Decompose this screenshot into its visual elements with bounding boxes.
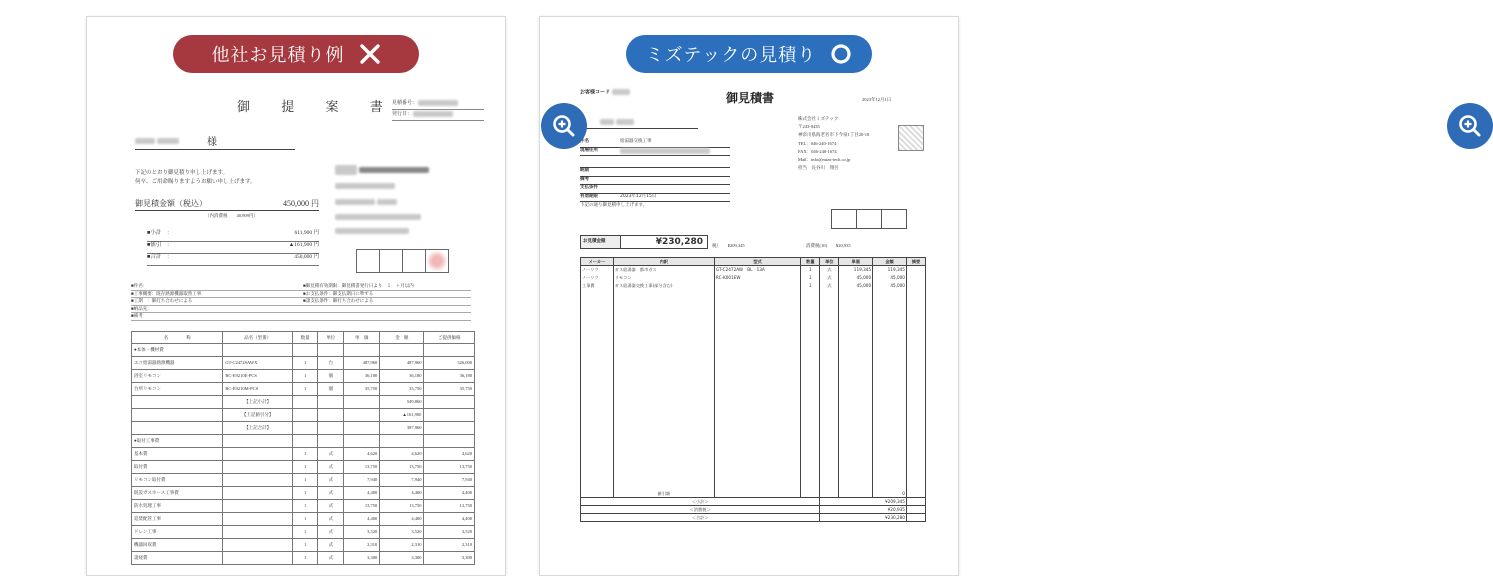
table-cell [223,461,292,474]
table-header-cell: 名 称 [132,332,223,344]
table-cell [223,487,292,500]
circle-icon [830,43,852,65]
table-cell [318,435,344,448]
table-cell [223,539,292,552]
table-cell: 36,180 [344,370,380,383]
total-label: ＜消費税＞ [581,506,820,514]
table-cell: 1 [801,274,820,282]
table-header-cell: メーカー [581,258,614,266]
table-cell: 個 [318,370,344,383]
table-cell [292,344,318,357]
table-cell: 4,400 [424,487,475,500]
table-cell: 326,000 [424,357,475,370]
table-cell: 式 [820,266,839,274]
table-cell: ガス給湯器 都市ガス [613,266,714,274]
mizutech-banner-label: ミズテックの見積り [645,45,817,66]
total-tax-note: （内消費税 40,909円） [205,213,258,218]
table-cell [344,435,380,448]
discount-label: 値引額 [613,490,714,498]
table-cell: GT-C2472SAWX [223,357,292,370]
total-value: ¥209,345 [820,498,907,506]
total-value: ¥20,935 [820,506,907,514]
table-cell [292,409,318,422]
table-cell [906,274,925,282]
table-row [132,344,475,357]
client-name: 様 [135,135,295,150]
table-cell: 1 [292,357,318,370]
company-seal [898,125,924,151]
table-cell: 4,620 [380,448,424,461]
table-cell: 式 [318,552,344,565]
table-cell: 3,520 [344,526,380,539]
competitor-line-items [131,331,475,565]
table-cell: 35,750 [344,383,380,396]
table-cell: ●取付工事費 [132,435,223,448]
table-cell: 1 [292,513,318,526]
table-cell [906,266,925,274]
table-cell [223,344,292,357]
total-row [581,506,926,514]
table-cell: 45,000 [839,274,873,282]
table-cell: 7,940 [424,474,475,487]
table-cell: エコ給湯器熱源機器 [132,357,223,370]
table-cell: RC-E9210M-PCS [223,383,292,396]
table-cell: ノーリツ [581,266,614,274]
mizutech-estimate-card [539,16,959,576]
table-cell: 549,860 [380,396,424,409]
table-cell: ドレン工事 [132,526,223,539]
table-header-cell: 摘要 [906,258,925,266]
table-header-cell: 金 額 [380,332,424,344]
table-cell: GT-C2472AW BL 13A [714,266,800,274]
table-header-cell: 内訳 [613,258,714,266]
table-cell [223,474,292,487]
document-title: 御 提 案 書 [237,99,397,114]
table-cell: 13,750 [424,461,475,474]
table-row [132,539,475,552]
table-cell: 式 [318,448,344,461]
table-row [132,383,475,396]
table-header-cell: ご提供価格 [424,332,475,344]
table-header-cell: 型式 [714,258,800,266]
competitor-banner [173,35,419,73]
table-cell: 3,300 [344,552,380,565]
table-cell [223,552,292,565]
table-cell: 1 [292,474,318,487]
table-header-cell: 金額 [873,258,907,266]
summary-block: ■小計 ： 611,900 円 ■値引 ： ▲161,900 円 ■合計 ： 450,000 円 [147,230,319,266]
table-row [132,422,475,435]
table-cell: 浴室リモコン [132,370,223,383]
total-row [581,514,926,522]
table-cell [344,344,380,357]
table-cell: 119,345 [873,266,907,274]
table-cell: 1 [292,552,318,565]
table-cell [424,396,475,409]
table-cell [344,422,380,435]
table-row [132,357,475,370]
table-cell: 13,750 [344,500,380,513]
table-cell: 防水処理工事 [132,500,223,513]
table-cell: 式 [318,461,344,474]
table-cell: 2,310 [380,539,424,552]
table-row [132,474,475,487]
table-cell [424,435,475,448]
table-cell: 4,620 [344,448,380,461]
table-header-cell: 数量 [292,332,318,344]
table-cell: 4,400 [424,513,475,526]
table-cell [292,422,318,435]
table-cell: ▲161,900 [380,409,424,422]
table-cell [292,435,318,448]
table-cell: 3,520 [380,526,424,539]
table-cell: 7,940 [380,474,424,487]
table-cell: 487,960 [344,357,380,370]
table-cell: 諸経費 [132,552,223,565]
table-row [132,448,475,461]
table-cell: 13,750 [380,500,424,513]
table-cell: 119,345 [839,266,873,274]
estimate-amount: お見積金額 ¥230,280 [580,235,708,249]
table-cell: 3,300 [424,552,475,565]
table-cell: 1 [292,539,318,552]
table-cell: 台所リモコン [132,383,223,396]
table-cell [223,526,292,539]
table-cell: 3,300 [380,552,424,565]
table-row [132,435,475,448]
table-spacer [581,290,926,490]
table-cell: 2,310 [344,539,380,552]
table-cell: 1 [292,500,318,513]
table-cell: RC-K001EW [714,274,800,282]
table-cell: 35,750 [424,383,475,396]
table-cell: 台 [318,357,344,370]
table-cell: 3,520 [424,526,475,539]
document-title: 御見積書 [726,91,775,105]
table-cell [424,409,475,422]
table-cell: 工事費 [581,282,614,290]
table-header-cell: 単 価 [344,332,380,344]
table-cell: 式 [318,500,344,513]
table-row [132,370,475,383]
total-row [581,498,926,506]
table-cell [424,344,475,357]
tax-note: 消費税(10) ¥20,935 [806,243,851,248]
table-cell [292,396,318,409]
table-cell [132,422,223,435]
table-cell: 4,400 [380,513,424,526]
table-cell: 36,180 [380,370,424,383]
customer-code: お客様コード [580,89,630,96]
table-cell: 取付費 [132,461,223,474]
table-header-cell: 品名（型番） [223,332,292,344]
discount-value: 0 [873,490,907,498]
table-row [132,552,475,565]
table-cell [344,409,380,422]
table-cell [424,422,475,435]
table-cell: 387,960 [380,422,424,435]
table-row [581,282,926,290]
table-row [581,274,926,282]
table-cell [223,500,292,513]
table-cell: 4,400 [344,513,380,526]
table-cell [223,513,292,526]
total-label: ＜小計＞ [581,498,820,506]
table-cell [714,282,800,290]
table-cell: 1 [801,266,820,274]
table-cell [380,344,424,357]
table-cell: 式 [318,539,344,552]
total-label: ＜合計＞ [581,514,820,522]
table-row [132,513,475,526]
table-cell: 【上記合計】 [223,422,292,435]
table-row [132,461,475,474]
table-cell [318,422,344,435]
zoom-in-button-left[interactable] [541,103,587,149]
table-cell [380,435,424,448]
table-cell: 式 [318,513,344,526]
table-row [581,266,926,274]
table-row [132,526,475,539]
table-cell [318,396,344,409]
table-cell: 35,750 [380,383,424,396]
table-cell: 1 [292,448,318,461]
table-cell: 487,960 [380,357,424,370]
mizutech-banner [626,35,872,73]
table-row [132,487,475,500]
competitor-estimate-card [86,16,506,576]
zoom-in-button-right[interactable] [1447,103,1493,149]
discount-row [581,490,926,498]
table-cell: 2,310 [424,539,475,552]
table-cell: 式 [318,487,344,500]
table-cell: ●本体・機材費 [132,344,223,357]
company-info: 株式会社ミズテック 〒243-0435 神奈川県海老名市下今泉1丁目20-18 TEL：046-240-1674 FAX：046-240-1674 Mail：info@mizu-tech.co.jp 担当 長谷川 翔吾 [798,116,870,171]
table-row [132,409,475,422]
table-header-cell: 数量 [801,258,820,266]
table-cell: 【上記小計】 [223,396,292,409]
table-cell [906,282,925,290]
table-cell: 4,400 [380,487,424,500]
table-cell [344,396,380,409]
table-header-cell: 単位 [318,332,344,344]
table-header-cell: 単価 [839,258,873,266]
approval-stamps [357,249,449,273]
zoom-in-icon [551,113,577,139]
table-cell: 4,400 [344,487,380,500]
table-cell: 36,180 [424,370,475,383]
table-cell: 4,620 [424,448,475,461]
table-cell [223,448,292,461]
project-info: ■件名： ■御見積有効期限：御見積書発行日より １ ヶ月以内 ■工事概要：既存熱源機器取替工事 ■お支払条件：御支払期日に準ずる ■工期 ：御打ち合わせによる ■諸支払条件：御打ち合わせによる ■納品先： ■備考 [131,283,471,321]
table-cell: ノーリツ [581,274,614,282]
table-cell: 45,000 [873,274,907,282]
table-cell: 機器回収費 [132,539,223,552]
table-cell: リモコン [613,274,714,282]
document-meta: 見積番号： 発行日： [392,99,484,121]
table-cell: 基本費 [132,448,223,461]
table-cell [223,435,292,448]
table-cell: 1 [292,526,318,539]
table-cell: 1 [292,461,318,474]
table-row [132,500,475,513]
competitor-banner-label: 他社お見積り例 [211,45,345,66]
table-cell: 追焚配管工事 [132,513,223,526]
table-cell: 既設ガスホース工事費 [132,487,223,500]
x-icon [359,43,381,65]
table-cell [132,396,223,409]
table-cell: 【上記値引分】 [223,409,292,422]
table-cell: 式 [820,282,839,290]
total-value: ¥230,280 [820,514,907,522]
table-cell: 式 [318,526,344,539]
table-cell: 式 [820,274,839,282]
zoom-in-icon [1457,113,1483,139]
table-cell: 1 [292,383,318,396]
intro-text: 下記のとおり御見積り申し上げます。 何卒、ご用命賜りますようお願い申し上げます。 [135,170,256,185]
client-name [580,119,698,129]
table-cell: ガス給湯器交換工事(部分含む) [613,282,714,290]
table-cell: 1 [292,487,318,500]
table-cell: 1 [801,282,820,290]
table-cell [132,409,223,422]
approval-boxes [832,209,907,229]
table-cell: 個 [318,383,344,396]
mizutech-line-items [580,257,926,522]
table-cell: 45,000 [839,282,873,290]
table-cell: 13,750 [344,461,380,474]
table-row [132,396,475,409]
table-cell: 7,940 [344,474,380,487]
company-block [335,165,485,236]
table-header-cell: 単位 [820,258,839,266]
table-cell [318,344,344,357]
table-cell: 13,750 [380,461,424,474]
subtotal-note: 税） ¥209,345 [712,243,745,248]
issue-date: 2023年12月1日 [862,97,892,102]
table-cell: 1 [292,370,318,383]
project-fields: 件名 給湯器交換工事 現場住所 納期 摘考 支払条件 有効期限 2023年12月15日 下記の通り御見積申し上げます。 [580,139,730,209]
table-cell: RC-E9210E-PCS [223,370,292,383]
table-cell: 式 [318,474,344,487]
total-amount: 御見積金額（税込） 450,000 円 [135,199,319,211]
table-cell: 45,000 [873,282,907,290]
table-cell: 13,750 [424,500,475,513]
table-cell: リモコン取付費 [132,474,223,487]
table-cell [318,409,344,422]
